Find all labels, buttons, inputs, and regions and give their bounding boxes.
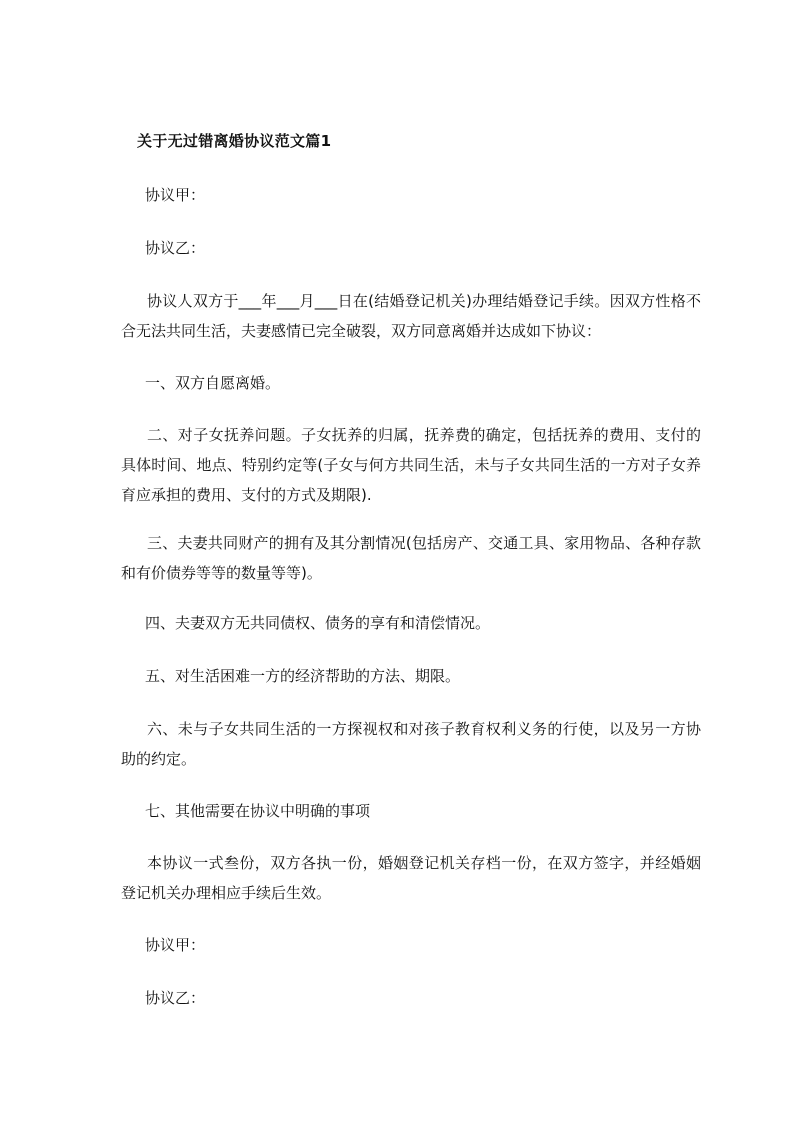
document-title: 关于无过错离婚协议范文篇1 <box>137 132 332 150</box>
clause-6: 六、未与子女共同生活的一方探视权和对孩子教育权利义务的行使，以及另一方协助的约定。 <box>121 720 701 768</box>
clause-2: 二、对子女抚养问题。子女抚养的归属，抚养费的确定，包括抚养的费用、支付的具体时间、地点、特别约定等(子女与何方共同生活，未与子女共同生活的一方对子女养育应承担的费用、支付的方式及期限). <box>121 426 701 504</box>
closing-paragraph: 本协议一式叁份，双方各执一份，婚姻登记机关存档一份，在双方签字，并经婚姻登记机关办理相应手续后生效。 <box>121 854 701 902</box>
party-b-label: 协议乙： <box>145 239 206 257</box>
intro-paragraph: 协议人双方于___年___月___日在(结婚登记机关)办理结婚登记手续。因双方性格不合无法共同生活，夫妻感情已完全破裂，双方同意离婚并达成如下协议： <box>121 292 701 340</box>
clause-4: 四、夫妻双方无共同债权、债务的享有和清偿情况。 <box>145 614 491 632</box>
party-a-label: 协议甲： <box>145 186 206 204</box>
clause-7: 七、其他需要在协议中明确的事项 <box>145 802 371 820</box>
party-a-signature-label: 协议甲： <box>145 936 206 954</box>
clause-1: 一、双方自愿离婚。 <box>145 374 281 392</box>
party-b-signature-label: 协议乙： <box>145 989 206 1007</box>
clause-3: 三、夫妻共同财产的拥有及其分割情况(包括房产、交通工具、家用物品、各种存款和有价债券等等的数量等等)。 <box>121 534 701 582</box>
clause-5: 五、对生活困难一方的经济帮助的方法、期限。 <box>145 667 461 685</box>
